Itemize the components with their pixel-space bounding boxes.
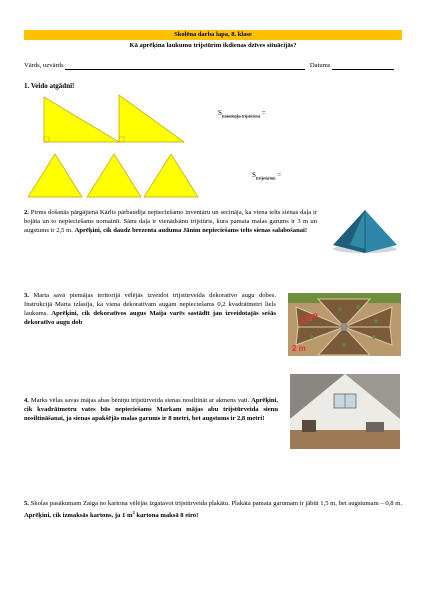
task-number: 5.: [24, 500, 29, 507]
task-3: [24, 291, 276, 327]
attic-photo: [290, 374, 400, 449]
superscript: 2: [132, 510, 135, 515]
formula-right-triangle: [218, 109, 266, 120]
task-number: 3.: [24, 292, 29, 299]
task-question: Aprēķini, cik daudz brezenta auduma Jānim nepieciešams telts sienas salabošanai!: [74, 227, 308, 234]
formula-triangle: [252, 171, 281, 182]
worksheet-header: Skolēna darba lapa, 8. klase: [24, 30, 402, 40]
formula-subscript: (taisnleņķa trijstūrim): [221, 113, 261, 119]
section1-heading: 1. Veido atgādni!: [24, 82, 75, 90]
isosceles-triangle-icon: [28, 154, 82, 197]
worksheet-question: Kā aprēķina laukumu trijstūrim ikdienas dzīves situācijās?: [129, 42, 297, 49]
isosceles-triangle-icon: [144, 154, 198, 197]
formula-symbol: S: [252, 171, 256, 179]
photo-label: 1,5 m: [299, 311, 319, 324]
name-field-line[interactable]: [65, 69, 305, 70]
task-question-end: kartona maksā 8 eiro!: [134, 512, 199, 520]
right-triangle-icon: [119, 95, 184, 142]
tent-photo: [330, 205, 400, 255]
formula-equals: =: [260, 109, 266, 117]
formula-equals: =: [275, 171, 282, 179]
task-question: Aprēķini, cik dekoratīvos augus Maija varēs sastādīt jau izveidotajās sešās dekoratīvo augu dob: [24, 310, 276, 326]
isosceles-triangle-icon: [87, 154, 141, 197]
name-label: Vārds, uzvārds: [24, 62, 64, 69]
formula-subscript: (trijstūrim): [255, 175, 276, 181]
task-question: Aprēķini, cik kvadrātmetru vates būs nepieciešams Markam mājas abu trijstūrveida sienu nosiltināšanai, ja sienas apakšējās malas garums ir 8 metri, bet augstums ir 2,8 metri!: [24, 397, 278, 422]
garden-beds-photo: [288, 293, 401, 356]
task-2: [24, 208, 317, 235]
date-field-line[interactable]: [332, 69, 394, 70]
task-5: [24, 499, 402, 520]
task-4: [24, 396, 278, 423]
task-text: Pirms došanās pārgājienā Kārlis pārbaudīja nepieciešamo inventāru un secināja, ka viena telts sienas daļa ir bojāta un to nepieciešams nomainīt. Sānu daļa ir vienādsānu trijstūris, kura pamata malas garums ir 3 m un augstums ir 2,5 m.: [24, 209, 317, 234]
task-text: Skolas pasākumam Zaiga no kartona vēlējās izgatavot trijstūrveida plakātu. Plakāta pamata garumam ir jābūt 1,5 m, bet augstumam – 0,8 m.: [28, 500, 402, 507]
task-number: 2.: [24, 209, 29, 216]
name-date-row: [24, 61, 402, 70]
task-text: Marks vēlas savas mājas abas bēniņu trijstūrveida sienas nosiltināt ar akmens vati.: [28, 397, 252, 404]
formula-symbol: S: [218, 109, 222, 117]
task-number: 4.: [24, 397, 29, 404]
photo-label: 2 m: [292, 344, 306, 353]
task-question: Aprēķini, cik izmaksās kartons, ja 1 m: [24, 512, 133, 520]
date-label: Datums: [309, 62, 331, 69]
right-triangle-icon: [44, 97, 119, 142]
task-text: Marta savā piemājas teritorijā vēlējās izveidot trijstūrveida dekoratīvo augu dobes. Instrukcijā Marta izlasīja, ka viena dekoratīvam augam nepieciešams 0,2 kvadrātmetri liels laukums.: [24, 292, 276, 317]
